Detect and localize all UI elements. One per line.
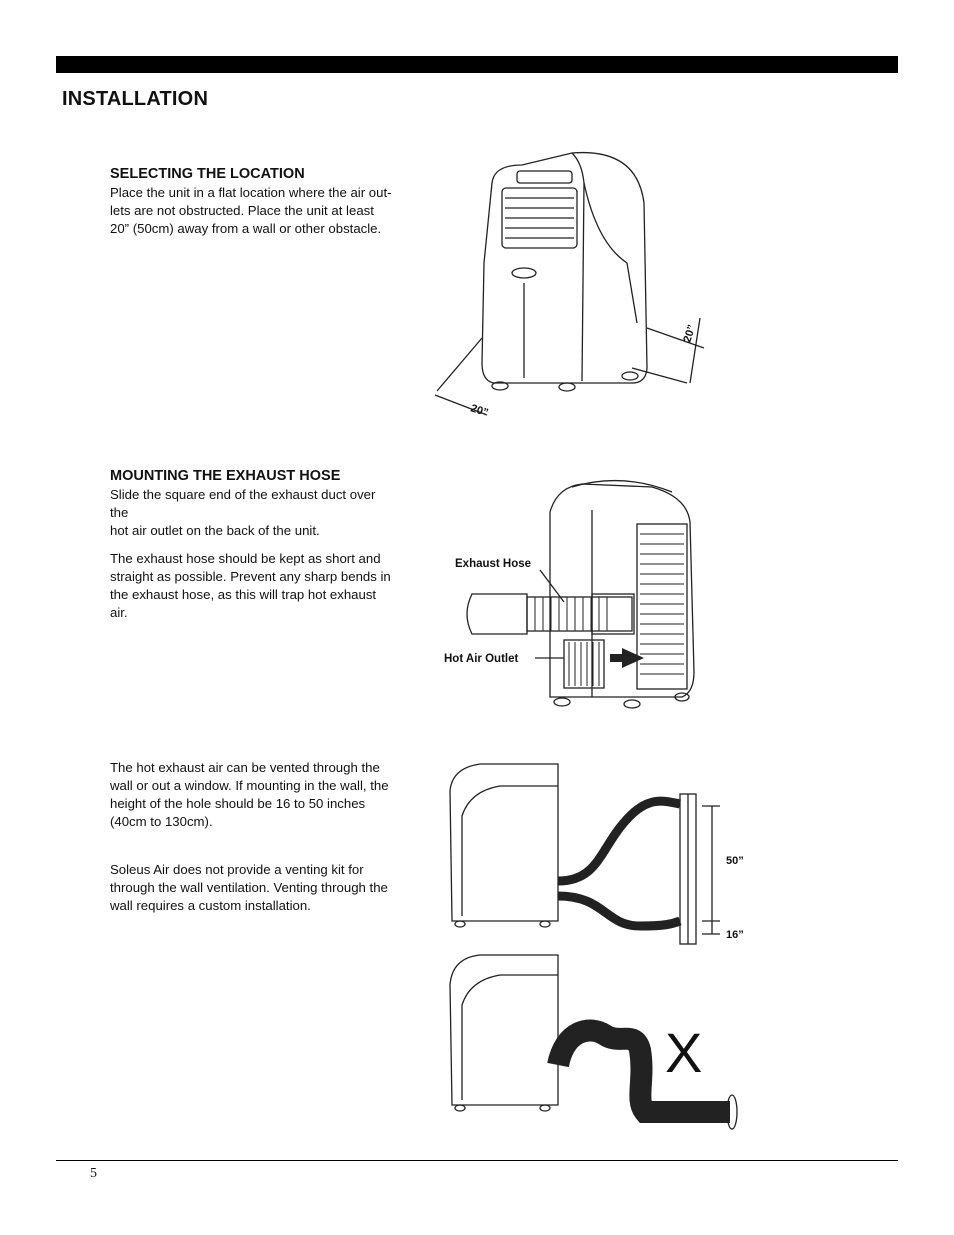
exhaust-hose-illustration [432, 462, 717, 724]
dimension-label-right: 20” [681, 323, 699, 344]
figure-wrong-venting [440, 950, 760, 1150]
header-bar [56, 56, 898, 73]
page-number: 5 [90, 1166, 97, 1181]
section-paragraph: The exhaust hose should be kept as short and straight as possible. Prevent any sharp bends in the exhaust hose, as this will trap hot exhaust air. [110, 551, 391, 620]
label-exhaust-hose: Exhaust Hose [455, 558, 532, 570]
wrong-mark-x: X [665, 1021, 703, 1084]
footer-rule [56, 1160, 898, 1161]
dimension-label-50: 50” [726, 855, 744, 867]
section-mounting-exhaust-hose [110, 468, 395, 632]
figure-unit-location [432, 143, 707, 423]
section-paragraph: The hot exhaust air can be vented through the wall or out a window. If mounting in the wall, the height of the hole should be 16 to 50 inches (40cm to 130cm). [110, 760, 389, 829]
arrow-icon [610, 648, 644, 668]
section-heading: SELECTING THE LOCATION [110, 166, 305, 182]
wall-venting-illustration [440, 756, 760, 946]
dimension-label-left: 20” [469, 402, 490, 420]
figure-exhaust-hose [432, 462, 717, 724]
page-title: INSTALLATION [62, 88, 209, 110]
dimension-label-16: 16” [726, 929, 744, 941]
section-paragraph: Slide the square end of the exhaust duct over the hot air outlet on the back of the unit. [110, 487, 376, 538]
section-selecting-location [110, 166, 395, 248]
unit-location-illustration [432, 143, 707, 423]
label-hot-air-outlet: Hot Air Outlet [444, 653, 519, 665]
section-venting [110, 759, 395, 925]
section-heading: MOUNTING THE EXHAUST HOSE [110, 468, 341, 484]
section-paragraph: Place the unit in a flat location where the air out- lets are not obstructed. Place the unit at least 20” (50cm) away from a wall or other obstacle. [110, 185, 392, 236]
figure-wall-venting [440, 756, 760, 946]
section-paragraph: Soleus Air does not provide a venting kit for through the wall ventilation. Venting through the wall requires a custom installation. [110, 862, 388, 913]
wrong-venting-illustration [440, 950, 760, 1150]
